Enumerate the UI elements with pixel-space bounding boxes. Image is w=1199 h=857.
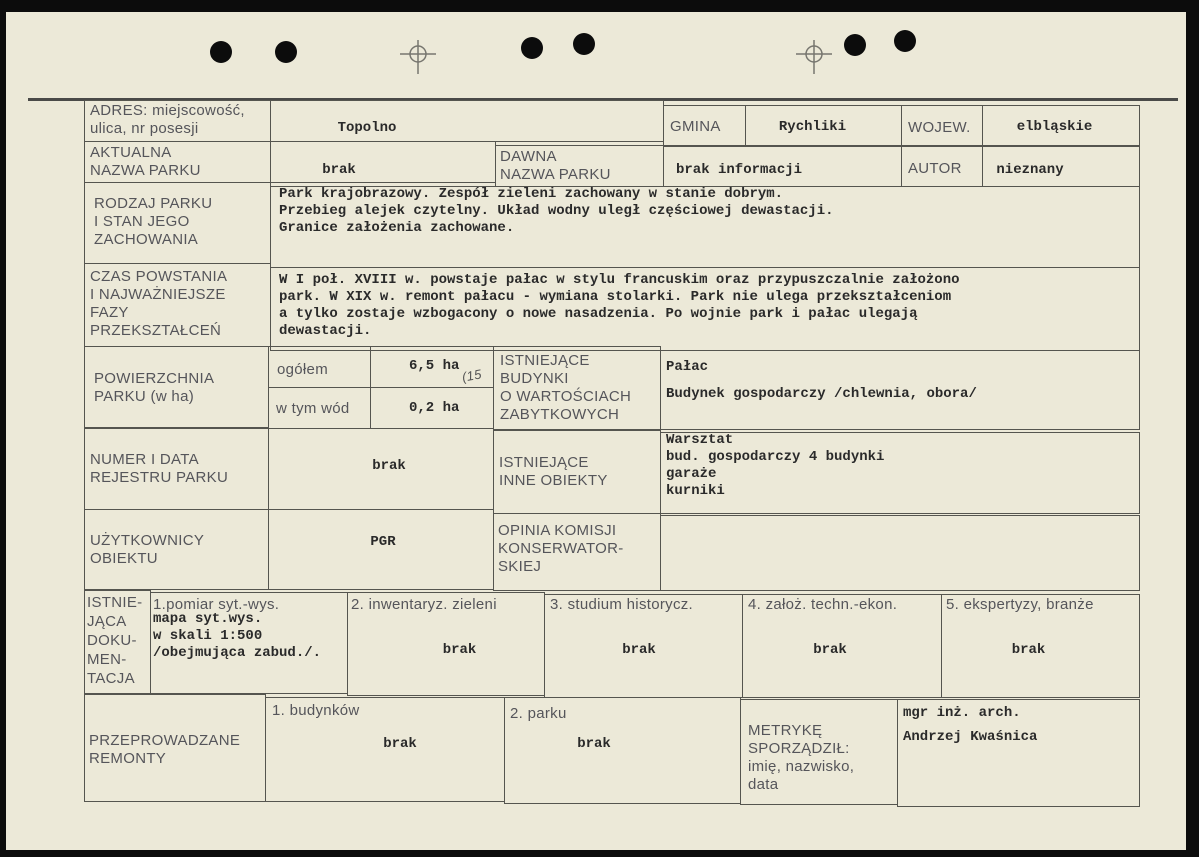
punch-hole (210, 41, 232, 63)
repairs-label: PRZEPROWADZANE REMONTY (89, 732, 241, 767)
wojew-label: WOJEW. (908, 119, 971, 136)
registration-mark-icon (796, 40, 832, 76)
area-total-value: 6,5 ha (409, 358, 460, 374)
handwritten-note: (15 (460, 366, 483, 385)
users-value: PGR (370, 534, 396, 550)
metric-value: mgr inż. arch. Andrzej Kwaśnica (903, 705, 1038, 745)
area-label: POWIERZCHNIA PARKU (w ha) (94, 370, 215, 405)
author-value: nieznany (996, 162, 1064, 178)
register-value: brak (372, 458, 406, 474)
commission-opinion-value-cell (660, 515, 1140, 591)
former-name-value: brak informacji (676, 162, 803, 178)
doc-item-1-value: mapa syt.wys. w skali 1:500 /obejmująca zabud./. (153, 611, 322, 661)
history-label: CZAS POWSTANIA I NAJWAŻNIEJSZE FAZY PRZEKSZTAŁCEŃ (90, 268, 228, 339)
current-name-value: brak (322, 162, 356, 178)
doc-item-1-label: 1.pomiar syt.-wys. (153, 596, 280, 613)
historic-buildings-value: Pałac Budynek gospodarczy /chlewnia, obora/ (666, 359, 977, 402)
history-value: W I poł. XVIII w. powstaje pałac w stylu francuskim oraz przypuszczalnie założono park. W XIX w. remont pałacu - wymiana stolarki. Park nie ulega przekształceniom a tylko zostaje wzbogacony o nowe nasadzenia. Po wojnie park i pałac ulegają dewastacji. (279, 272, 960, 339)
punch-hole (521, 37, 543, 59)
punch-hole (275, 41, 297, 63)
punch-hole (894, 30, 916, 52)
area-water-value: 0,2 ha (409, 400, 460, 416)
area-water-label: w tym wód (276, 400, 350, 417)
address-value: Topolno (337, 120, 397, 136)
address-label: ADRES: miejscowość, ulica, nr posesji (90, 102, 245, 137)
doc-item-2-label: 2. inwentaryz. zieleni (351, 596, 497, 613)
park-type-value: Park krajobrazowy. Zespół zieleni zachowany w stanie dobrym. Przebieg alejek czytelny. Układ wodny uległ częściowej dewastacji. Granice założenia zachowane. (279, 186, 834, 236)
wojew-value: elbląskie (1016, 119, 1093, 135)
repairs-park-label: 2. parku (510, 705, 567, 722)
doc-item-4-label: 4. założ. techn.-ekon. (748, 596, 898, 613)
former-name-label: DAWNA NAZWA PARKU (500, 148, 611, 183)
commission-opinion-label: OPINIA KOMISJI KONSERWATOR- SKIEJ (498, 522, 624, 575)
users-label: UŻYTKOWNICY OBIEKTU (90, 532, 205, 567)
doc-item-2-value: brak (442, 642, 477, 658)
repairs-park-value: brak (577, 736, 611, 752)
area-total-label: ogółem (277, 361, 328, 378)
doc-item-5-label: 5. ekspertyzy, branże (946, 596, 1094, 613)
doc-item-5-value: brak (1011, 642, 1046, 658)
doc-item-3-value: brak (622, 642, 656, 658)
gmina-value: Rychliki (778, 119, 847, 135)
author-label: AUTOR (908, 160, 962, 177)
doc-item-3-label: 3. studium historycz. (550, 596, 694, 613)
park-type-label: RODZAJ PARKU I STAN JEGO ZACHOWANIA (94, 195, 213, 248)
punch-hole (844, 34, 866, 56)
registration-mark-icon (400, 40, 436, 76)
other-objects-value: Warsztat bud. gospodarczy 4 budynki garaże kurniki (666, 432, 885, 499)
repairs-buildings-label: 1. budynków (272, 702, 360, 719)
doc-item-4-value: brak (813, 642, 847, 658)
repairs-buildings-value: brak (383, 736, 417, 752)
punch-hole (573, 33, 595, 55)
documentation-label: ISTNIE- JĄCA DOKU- MEN- TACJA (87, 594, 143, 687)
other-objects-label: ISTNIEJĄCE INNE OBIEKTY (499, 454, 608, 489)
gmina-label: GMINA (670, 118, 721, 135)
register-label: NUMER I DATA REJESTRU PARKU (90, 451, 229, 486)
current-name-label: AKTUALNA NAZWA PARKU (90, 144, 201, 179)
historic-buildings-label: ISTNIEJĄCE BUDYNKI O WARTOŚCIACH ZABYTKOWYCH (500, 352, 632, 423)
metric-label: METRYKĘ SPORZĄDZIŁ: imię, nazwisko, data (748, 722, 855, 793)
